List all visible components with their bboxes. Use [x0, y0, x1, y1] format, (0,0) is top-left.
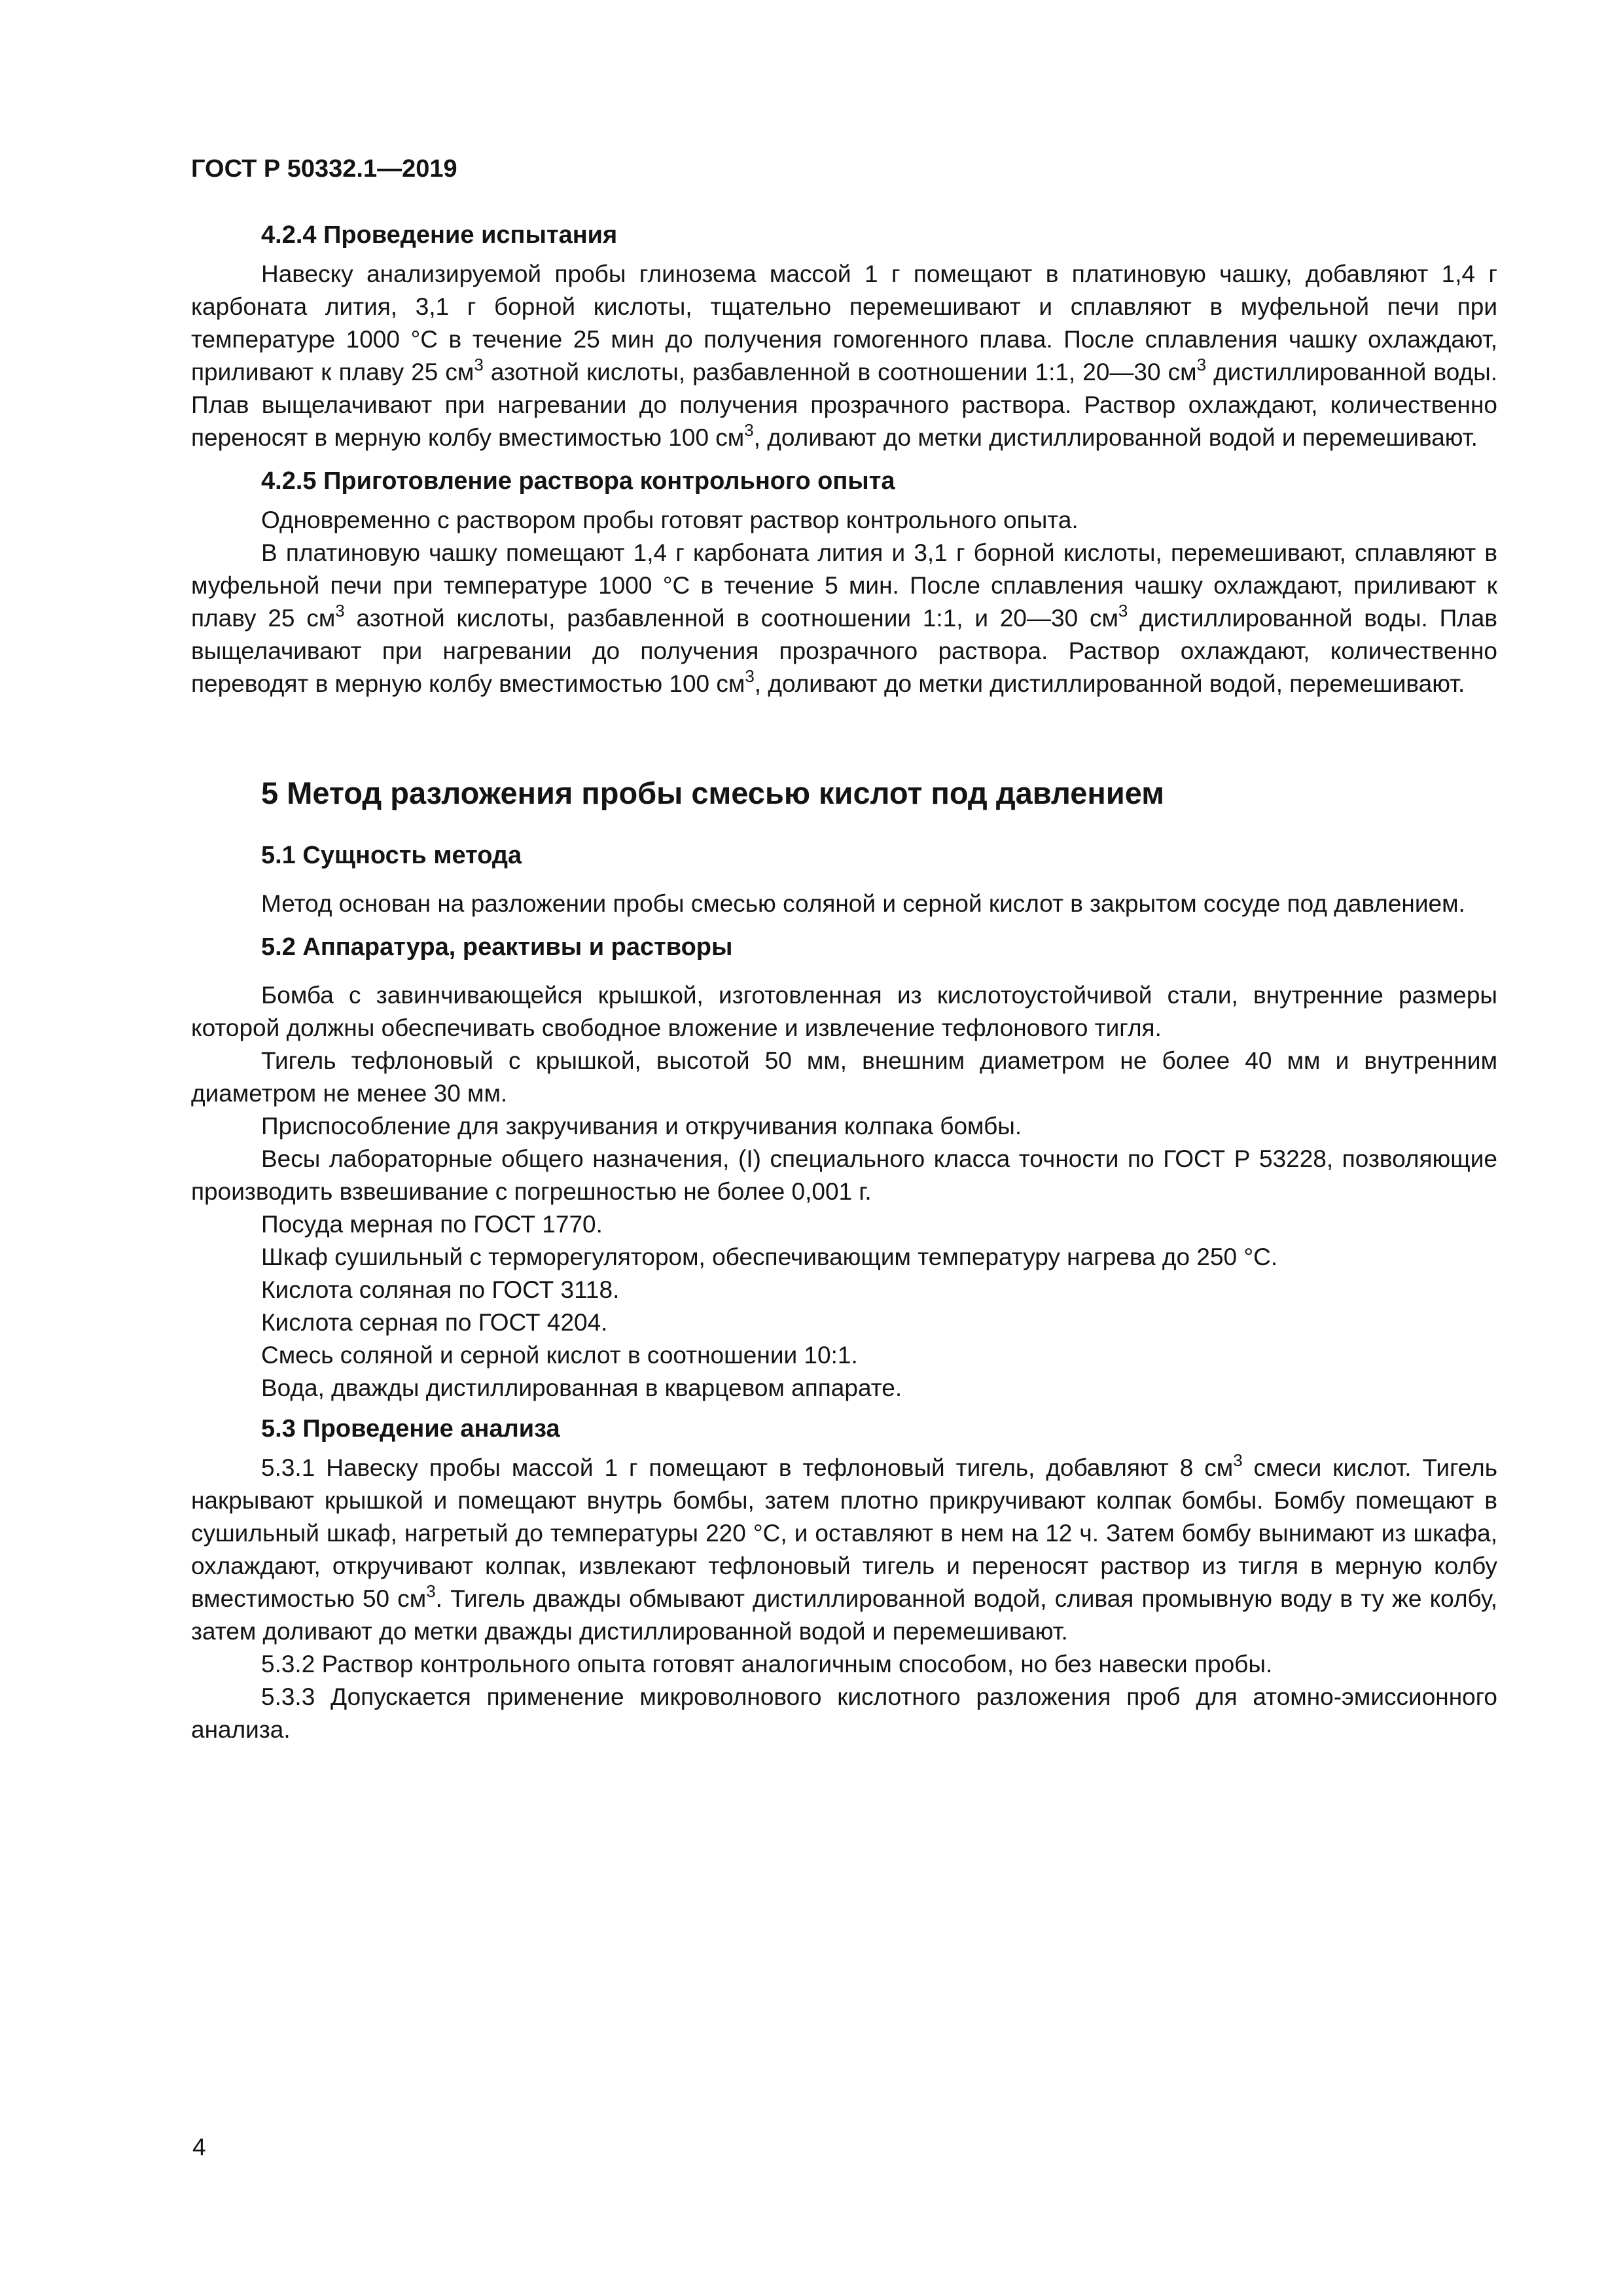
- section-5-title: 5 Метод разложения пробы смесью кислот под давлением: [261, 776, 1165, 810]
- section-4-2-4-paragraph: Навеску анализируемой пробы глинозема массой 1 г помещают в платиновую чашку, добавляют 1,4 г карбоната лития, 3,1 г борной кислоты, тщательно перемешивают и сплавляют в муфельной печи при температуре 1000 °С в течение 25 мин до получения гомогенного плава. После сплавления чашку охлаждают, приливают к плаву 25 $см^3$ азотной кислоты, разбавленной в соотношении 1:1, 20—30 $см^3$ дистиллированной воды. Плав выщелачивают при нагревании до получения прозрачного раствора. Раствор охлаждают, количественно переносят в мерную колбу вместимостью 100 $см^3$, доливают до метки дистиллированной водой и перемешивают.: [191, 260, 1497, 451]
- equipment-item: Бомба с завинчивающейся крышкой, изготовленная из кислотоустойчивой стали, внутренние размеры которой должны обеспечивать свободное вложение и извлечение тефлонового тигля.: [191, 982, 1497, 1041]
- section-5-1-paragraph: Метод основан на разложении пробы смесью соляной и серной кислот в закрытом сосуде под давлением.: [261, 890, 1465, 917]
- equipment-item: Весы лабораторные общего назначения, (I) специального класса точности по ГОСТ Р 53228, позволяющие производить взвешивание с погрешностью не более 0,001 г.: [191, 1145, 1497, 1205]
- section-5-2-title: 5.2 Аппаратура, реактивы и растворы: [261, 933, 733, 961]
- equipment-item: Шкаф сушильный с терморегулятором, обеспечивающим температуру нагрева до 250 °С.: [261, 1244, 1278, 1270]
- page-number: 4: [192, 2134, 206, 2161]
- section-5-1-title: 5.1 Сущность метода: [261, 842, 522, 869]
- section-5-3-title: 5.3 Проведение анализа: [261, 1415, 560, 1443]
- document-code: ГОСТ Р 50332.1—2019: [191, 155, 457, 183]
- section-5-3-2-paragraph: 5.3.2 Раствор контрольного опыта готовят аналогичным способом, но без навески пробы.: [261, 1651, 1273, 1677]
- equipment-item: Вода, дважды дистиллированная в кварцевом аппарате.: [261, 1374, 902, 1401]
- equipment-item: Кислота соляная по ГОСТ 3118.: [261, 1276, 620, 1303]
- equipment-item: Смесь соляной и серной кислот в соотношении 10:1.: [261, 1342, 858, 1369]
- section-5-3-1-paragraph: 5.3.1 Навеску пробы массой 1 г помещают в тефлоновый тигель, добавляют 8 $см^3$ смеси кислот. Тигель накрывают крышкой и помещают внутрь бомбы, затем плотно прикручивают колпак бомбы. Бомбу помещают в сушильный шкаф, нагретый до температуры 220 °С, и оставляют в нем на 12 ч. Затем бомбу вынимают из шкафа, охлаждают, откручивают колпак, извлекают тефлоновый тигель и переносят раствор из тигля в мерную колбу вместимостью 50 $см^3$. Тигель дважды обмывают дистиллированной водой, сливая промывную воду в ту же колбу, затем доливают до метки дважды дистиллированной водой и перемешивают.: [191, 1450, 1497, 1645]
- equipment-item: Посуда мерная по ГОСТ 1770.: [261, 1211, 603, 1238]
- equipment-item: Кислота серная по ГОСТ 4204.: [261, 1309, 608, 1336]
- section-4-2-5-paragraph-1: Одновременно с раствором пробы готовят раствор контрольного опыта.: [261, 507, 1079, 533]
- equipment-item: Приспособление для закручивания и откручивания колпака бомбы.: [261, 1113, 1022, 1139]
- document-page: [191, 149, 1497, 1746]
- section-4-2-4-title: 4.2.4 Проведение испытания: [261, 221, 618, 249]
- section-4-2-5-title: 4.2.5 Приготовление раствора контрольного опыта: [261, 467, 895, 495]
- section-5-3-3-paragraph: 5.3.3 Допускается применение микроволнового кислотного разложения проб для атомно-эмиссионного анализа.: [191, 1683, 1497, 1743]
- equipment-item: Тигель тефлоновый с крышкой, высотой 50 мм, внешним диаметром не более 40 мм и внутренним диаметром не менее 30 мм.: [191, 1047, 1497, 1107]
- section-4-2-5-paragraph-2: В платиновую чашку помещают 1,4 г карбоната лития и 3,1 г борной кислоты, перемешивают, сплавляют в муфельной печи при температуре 1000 °С в течение 5 мин. После сплавления чашку охлаждают, приливают к плаву 25 $см^3$ азотной кислоты, разбавленной в соотношении 1:1, и 20—30 $см^3$ дистиллированной воды. Плав выщелачивают при нагревании до получения прозрачного раствора. Раствор охлаждают, количественно переводят в мерную колбу вместимостью 100 $см^3$, доливают до метки дистиллированной водой, перемешивают.: [191, 539, 1497, 697]
